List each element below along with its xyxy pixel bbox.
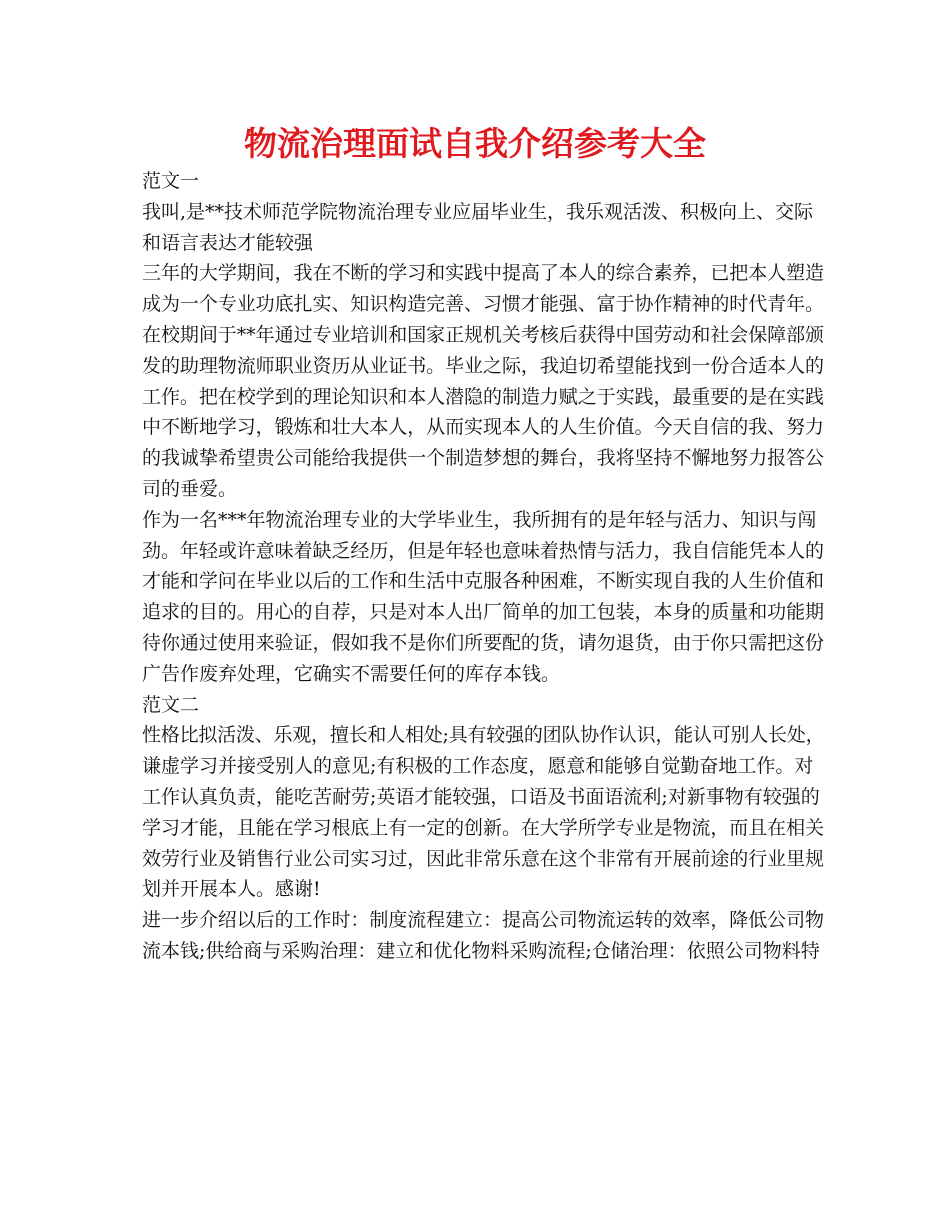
text-line: 广告作废弃处理，它确实不需要任何的库存本钱。: [142, 662, 561, 685]
text-line: 工作。把在校学到的理论知识和本人潜隐的制造力赋之于实践，最重要的是在实践: [142, 385, 825, 408]
text-line: 进一步介绍以后的工作时：制度流程建立：提高公司物流运转的效率，降低公司物: [142, 909, 825, 932]
text-line: 才能和学问在毕业以后的工作和生活中克服各种困难，不断实现自我的人生价值和: [142, 570, 825, 593]
text-line: 在校期间于**年通过专业培训和国家正规机关考核后获得中国劳动和社会保障部颁: [142, 323, 825, 346]
text-line: 作为一名***年物流治理专业的大学毕业生，我所拥有的是年轻与活力、知识与闯: [142, 508, 817, 531]
text-line: 范文一: [142, 170, 200, 192]
text-line: 谦虚学习并接受别人的意见;有积极的工作态度，愿意和能够自觉勤奋地工作。对: [142, 755, 814, 778]
text-line: 划并开展本人。感谢!: [142, 878, 321, 901]
text-line: 的我诚挚希望贵公司能给我提供一个制造梦想的舞台，我将坚持不懈地努力报答公: [142, 447, 825, 470]
text-line: 学习才能，且能在学习根底上有一定的创新。在大学所学专业是物流，而且在相关: [142, 816, 825, 839]
text-line: 司的垂爱。: [142, 477, 238, 500]
text-line: 性格比拟活泼、乐观，擅长和人相处;具有较强的团队协作认识，能认可别人长处，: [142, 724, 825, 747]
text-line: 追求的目的。用心的自荐，只是对本人出厂简单的加工包装，本身的质量和功能期: [142, 601, 825, 624]
text-line: 流本钱;供给商与采购治理：建立和优化物料采购流程;仓储治理：依照公司物料特: [142, 939, 820, 962]
text-line: 范文二: [142, 693, 200, 716]
text-line: 成为一个专业功底扎实、知识构造完善、习惯才能强、富于协作精神的时代青年。: [142, 293, 825, 316]
text-line: 我叫,是**技术师范学院物流治理专业应届毕业生，我乐观活泼、积极向上、交际: [142, 200, 814, 223]
text-line: 发的助理物流师职业资历从业证书。毕业之际，我迫切希望能找到一份合适本人的: [142, 354, 825, 377]
text-line: 工作认真负责，能吃苦耐劳;英语才能较强，口语及书面语流利;对新事物有较强的: [142, 785, 820, 808]
document-body: [142, 166, 825, 967]
document-title: 物流治理面试自我介绍参考大全: [244, 124, 706, 163]
text-line: 和语言表达才能较强: [142, 231, 314, 254]
text-line: 待你通过使用来验证，假如我不是你们所要配的货，请勿退货，由于你只需把这份: [142, 631, 825, 654]
text-line: 效劳行业及销售行业公司实习过，因此非常乐意在这个非常有开展前途的行业里规: [142, 847, 825, 870]
text-line: 三年的大学期间，我在不断的学习和实践中提高了本人的综合素养，已把本人塑造: [142, 262, 825, 285]
text-line: 中不断地学习，锻炼和壮大本人，从而实现本人的人生价值。今天自信的我、努力: [142, 416, 825, 439]
text-line: 劲。年轻或许意味着缺乏经历，但是年轻也意味着热情与活力，我自信能凭本人的: [142, 539, 825, 562]
